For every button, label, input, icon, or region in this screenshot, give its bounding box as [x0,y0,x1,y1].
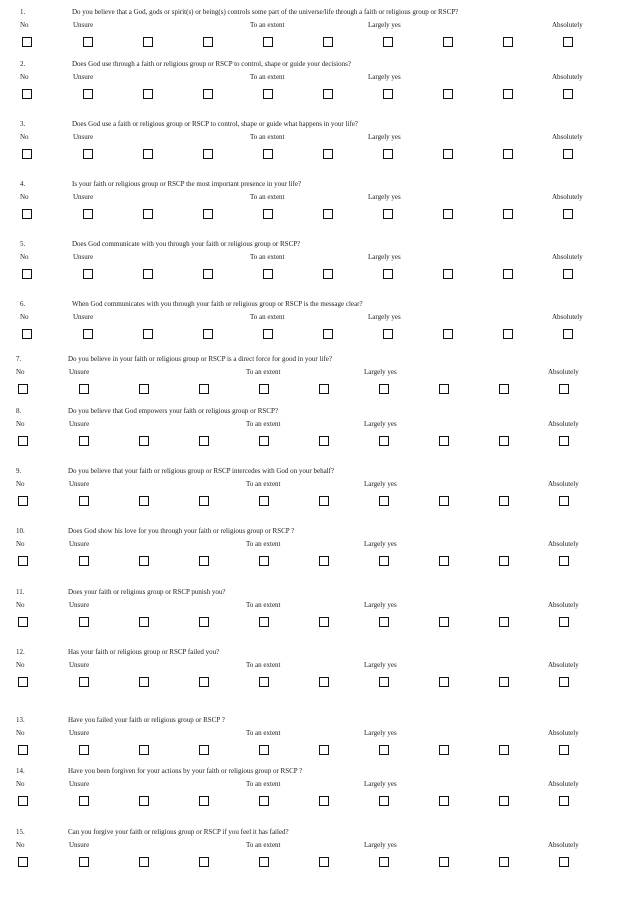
rating-checkbox[interactable] [499,436,509,446]
rating-checkbox[interactable] [563,269,573,279]
rating-checkbox[interactable] [439,496,449,506]
scale-label-largely-yes: Largely yes [364,780,397,788]
rating-checkbox[interactable] [22,269,32,279]
rating-checkbox[interactable] [323,89,333,99]
rating-checkbox[interactable] [499,857,509,867]
scale-label-largely-yes: Largely yes [368,21,401,29]
scale-label-to-an-extent: To an extent [250,313,285,321]
rating-checkbox[interactable] [203,269,213,279]
question-text: Can you forgive your faith or religious group or RSCP if you feel it has failed? [68,828,289,836]
rating-checkbox-row [0,617,629,629]
question-item [0,300,633,340]
question-text: Have you been forgiven for your actions by your faith or religious group or RSCP ? [68,767,303,775]
rating-checkbox[interactable] [259,384,269,394]
rating-checkbox[interactable] [503,89,513,99]
scale-label-no: No [16,540,25,548]
rating-checkbox[interactable] [439,617,449,627]
question-item [0,648,629,688]
rating-checkbox[interactable] [79,857,89,867]
rating-checkbox[interactable] [319,745,329,755]
scale-label-absolutely: Absolutely [548,420,579,428]
rating-checkbox[interactable] [259,436,269,446]
rating-checkbox-row [0,857,629,869]
rating-checkbox[interactable] [379,857,389,867]
rating-checkbox[interactable] [199,384,209,394]
rating-checkbox-row [0,149,633,161]
rating-checkbox[interactable] [83,89,93,99]
scale-label-no: No [16,780,25,788]
rating-checkbox[interactable] [143,89,153,99]
scale-label-largely-yes: Largely yes [364,368,397,376]
scale-label-unsure: Unsure [69,420,90,428]
question-text: Does God use a faith or religious group or RSCP to control, shape or guide what happens in your life? [72,120,358,128]
rating-checkbox[interactable] [379,556,389,566]
rating-checkbox[interactable] [143,149,153,159]
question-number: 15. [16,828,25,836]
rating-checkbox[interactable] [319,384,329,394]
scale-label-absolutely: Absolutely [552,21,583,29]
scale-label-no: No [20,21,29,29]
rating-checkbox[interactable] [199,496,209,506]
rating-checkbox[interactable] [503,269,513,279]
rating-checkbox[interactable] [139,796,149,806]
rating-checkbox[interactable] [499,556,509,566]
rating-checkbox[interactable] [383,209,393,219]
rating-checkbox[interactable] [383,329,393,339]
question-text: Does your faith or religious group or RSCP punish you? [68,588,226,596]
rating-checkbox[interactable] [383,89,393,99]
scale-label-absolutely: Absolutely [548,601,579,609]
rating-checkbox[interactable] [79,436,89,446]
scale-label-largely-yes: Largely yes [364,480,397,488]
rating-checkbox-row [0,209,633,221]
rating-checkbox[interactable] [22,329,32,339]
scale-label-no: No [16,841,25,849]
scale-label-unsure: Unsure [73,21,94,29]
rating-checkbox[interactable] [559,617,569,627]
question-item [0,120,633,160]
question-item [0,180,633,220]
rating-checkbox[interactable] [319,436,329,446]
rating-checkbox[interactable] [18,796,28,806]
scale-label-to-an-extent: To an extent [250,193,285,201]
question-text: Has your faith or religious group or RSCP failed you? [68,648,220,656]
rating-checkbox[interactable] [143,37,153,47]
rating-checkbox-row [0,677,629,689]
rating-checkbox[interactable] [563,37,573,47]
rating-checkbox[interactable] [83,149,93,159]
rating-checkbox[interactable] [199,745,209,755]
rating-checkbox-row [0,436,629,448]
question-number: 7. [16,355,22,363]
rating-checkbox[interactable] [263,269,273,279]
rating-checkbox[interactable] [139,436,149,446]
rating-checkbox[interactable] [559,857,569,867]
rating-checkbox[interactable] [319,796,329,806]
question-number: 4. [20,180,26,188]
scale-label-largely-yes: Largely yes [368,73,401,81]
question-item [0,828,629,868]
rating-checkbox[interactable] [259,556,269,566]
scale-label-to-an-extent: To an extent [250,73,285,81]
scale-label-absolutely: Absolutely [548,368,579,376]
question-number: 3. [20,120,26,128]
scale-label-largely-yes: Largely yes [364,540,397,548]
scale-label-absolutely: Absolutely [548,780,579,788]
rating-checkbox[interactable] [383,37,393,47]
scale-label-to-an-extent: To an extent [246,729,281,737]
rating-checkbox[interactable] [559,496,569,506]
question-item [0,407,629,447]
rating-checkbox[interactable] [319,556,329,566]
rating-checkbox[interactable] [143,209,153,219]
scale-label-to-an-extent: To an extent [246,601,281,609]
scale-label-largely-yes: Largely yes [368,313,401,321]
scale-label-no: No [20,313,29,321]
rating-checkbox[interactable] [443,89,453,99]
rating-checkbox-row [0,329,633,341]
question-text: Is your faith or religious group or RSCP the most important presence in your life? [72,180,302,188]
question-text: Does God show his love for you through your faith or religious group or RSCP ? [68,527,295,535]
scale-label-no: No [20,73,29,81]
rating-checkbox[interactable] [79,617,89,627]
rating-checkbox[interactable] [439,745,449,755]
rating-checkbox[interactable] [139,745,149,755]
rating-checkbox[interactable] [323,37,333,47]
rating-checkbox-row [0,745,629,757]
rating-checkbox-row [0,796,629,808]
scale-label-absolutely: Absolutely [548,661,579,669]
rating-checkbox[interactable] [563,209,573,219]
rating-checkbox[interactable] [379,796,389,806]
question-number: 8. [16,407,22,415]
scale-label-absolutely: Absolutely [552,133,583,141]
scale-label-unsure: Unsure [69,661,90,669]
question-number: 2. [20,60,26,68]
scale-label-largely-yes: Largely yes [368,133,401,141]
rating-checkbox[interactable] [379,617,389,627]
rating-checkbox[interactable] [563,329,573,339]
scale-label-to-an-extent: To an extent [246,368,281,376]
scale-label-largely-yes: Largely yes [364,841,397,849]
rating-checkbox[interactable] [323,209,333,219]
scale-label-no: No [16,368,25,376]
question-item [0,467,629,507]
rating-checkbox[interactable] [18,677,28,687]
rating-checkbox[interactable] [439,677,449,687]
scale-label-absolutely: Absolutely [552,313,583,321]
question-text: Do you believe in your faith or religious group or RSCP is a direct force for good in your life? [68,355,332,363]
question-item [0,588,629,628]
question-text: Do you believe that your faith or religious group or RSCP intercedes with God on your behalf? [68,467,335,475]
scale-label-absolutely: Absolutely [552,253,583,261]
rating-checkbox[interactable] [323,269,333,279]
rating-checkbox[interactable] [199,857,209,867]
rating-checkbox[interactable] [79,796,89,806]
rating-checkbox[interactable] [18,617,28,627]
rating-checkbox[interactable] [79,677,89,687]
scale-label-largely-yes: Largely yes [364,601,397,609]
rating-checkbox[interactable] [259,796,269,806]
rating-checkbox[interactable] [18,436,28,446]
rating-checkbox[interactable] [263,329,273,339]
question-number: 10. [16,527,25,535]
rating-checkbox[interactable] [443,209,453,219]
rating-checkbox[interactable] [499,496,509,506]
rating-checkbox[interactable] [139,556,149,566]
scale-label-unsure: Unsure [69,540,90,548]
question-item [0,716,629,756]
rating-checkbox[interactable] [139,677,149,687]
question-number: 12. [16,648,25,656]
rating-checkbox[interactable] [443,329,453,339]
rating-checkbox[interactable] [139,384,149,394]
scale-label-to-an-extent: To an extent [250,133,285,141]
rating-checkbox[interactable] [18,384,28,394]
rating-checkbox[interactable] [503,329,513,339]
scale-label-no: No [16,601,25,609]
rating-checkbox[interactable] [203,329,213,339]
rating-checkbox[interactable] [263,209,273,219]
rating-checkbox-row [0,496,629,508]
rating-checkbox-row [0,89,633,101]
question-text: Does God communicate with you through your faith or religious group or RSCP? [72,240,301,248]
question-number: 1. [20,8,26,16]
question-item [0,8,633,48]
scale-label-to-an-extent: To an extent [246,661,281,669]
question-text: Do you believe that God empowers your faith or religious group or RSCP? [68,407,278,415]
scale-label-unsure: Unsure [69,601,90,609]
scale-label-unsure: Unsure [69,780,90,788]
rating-checkbox[interactable] [259,857,269,867]
scale-label-absolutely: Absolutely [548,729,579,737]
rating-checkbox[interactable] [18,857,28,867]
scale-label-largely-yes: Largely yes [368,253,401,261]
question-item [0,527,629,567]
rating-checkbox[interactable] [559,436,569,446]
rating-checkbox[interactable] [503,149,513,159]
scale-label-absolutely: Absolutely [552,73,583,81]
scale-label-unsure: Unsure [73,253,94,261]
rating-checkbox[interactable] [22,37,32,47]
scale-label-largely-yes: Largely yes [364,420,397,428]
scale-label-to-an-extent: To an extent [246,780,281,788]
scale-label-to-an-extent: To an extent [246,841,281,849]
rating-checkbox[interactable] [263,89,273,99]
scale-label-unsure: Unsure [69,841,90,849]
scale-label-unsure: Unsure [73,133,94,141]
rating-checkbox[interactable] [83,329,93,339]
rating-checkbox[interactable] [83,37,93,47]
question-number: 13. [16,716,25,724]
rating-checkbox[interactable] [263,37,273,47]
scale-label-largely-yes: Largely yes [368,193,401,201]
scale-label-largely-yes: Largely yes [364,661,397,669]
scale-label-absolutely: Absolutely [548,841,579,849]
rating-checkbox[interactable] [439,556,449,566]
rating-checkbox[interactable] [439,384,449,394]
rating-checkbox[interactable] [203,209,213,219]
scale-label-unsure: Unsure [69,480,90,488]
rating-checkbox[interactable] [199,796,209,806]
scale-label-unsure: Unsure [73,73,94,81]
scale-label-no: No [16,420,25,428]
rating-checkbox[interactable] [199,556,209,566]
rating-checkbox[interactable] [563,89,573,99]
scale-label-to-an-extent: To an extent [250,21,285,29]
rating-checkbox[interactable] [199,436,209,446]
rating-checkbox[interactable] [559,384,569,394]
rating-checkbox[interactable] [499,796,509,806]
rating-checkbox[interactable] [503,37,513,47]
scale-label-no: No [16,480,25,488]
rating-checkbox[interactable] [559,745,569,755]
rating-checkbox[interactable] [563,149,573,159]
question-number: 11. [16,588,25,596]
rating-checkbox[interactable] [443,269,453,279]
rating-checkbox[interactable] [22,149,32,159]
rating-checkbox[interactable] [18,745,28,755]
rating-checkbox[interactable] [443,149,453,159]
scale-label-no: No [16,661,25,669]
question-item [0,240,633,280]
scale-label-to-an-extent: To an extent [250,253,285,261]
rating-checkbox[interactable] [263,149,273,159]
scale-label-no: No [20,193,29,201]
rating-checkbox[interactable] [379,496,389,506]
scale-label-no: No [20,253,29,261]
rating-checkbox-row [0,556,629,568]
rating-checkbox[interactable] [443,37,453,47]
question-number: 14. [16,767,25,775]
scale-label-unsure: Unsure [73,193,94,201]
question-number: 9. [16,467,22,475]
rating-checkbox[interactable] [319,496,329,506]
scale-label-absolutely: Absolutely [548,480,579,488]
rating-checkbox[interactable] [139,496,149,506]
rating-checkbox[interactable] [139,617,149,627]
rating-checkbox[interactable] [259,745,269,755]
question-text: Have you failed your faith or religious group or RSCP ? [68,716,225,724]
rating-checkbox[interactable] [79,556,89,566]
rating-checkbox[interactable] [559,677,569,687]
rating-checkbox[interactable] [379,677,389,687]
rating-checkbox[interactable] [18,496,28,506]
question-text: When God communicates with you through your faith or religious group or RSCP is the message clear? [72,300,363,308]
rating-checkbox[interactable] [18,556,28,566]
rating-checkbox[interactable] [503,209,513,219]
rating-checkbox[interactable] [259,677,269,687]
scale-label-absolutely: Absolutely [548,540,579,548]
scale-label-unsure: Unsure [69,368,90,376]
rating-checkbox[interactable] [383,149,393,159]
rating-checkbox[interactable] [22,89,32,99]
rating-checkbox[interactable] [259,496,269,506]
scale-label-to-an-extent: To an extent [246,540,281,548]
rating-checkbox[interactable] [499,384,509,394]
rating-checkbox[interactable] [83,269,93,279]
rating-checkbox[interactable] [203,37,213,47]
rating-checkbox[interactable] [203,149,213,159]
scale-label-no: No [20,133,29,141]
rating-checkbox-row [0,384,629,396]
rating-checkbox[interactable] [379,436,389,446]
rating-checkbox[interactable] [499,617,509,627]
rating-checkbox-row [0,37,633,49]
question-item [0,60,633,100]
rating-checkbox[interactable] [143,329,153,339]
rating-checkbox[interactable] [139,857,149,867]
question-text: Do you believe that a God, gods or spirit(s) or being(s) controls some part of the universe/life through a faith or religious group or RSCP? [72,8,459,16]
rating-checkbox[interactable] [79,384,89,394]
scale-label-unsure: Unsure [69,729,90,737]
rating-checkbox[interactable] [199,677,209,687]
rating-checkbox[interactable] [379,745,389,755]
rating-checkbox[interactable] [323,149,333,159]
rating-checkbox[interactable] [319,617,329,627]
rating-checkbox[interactable] [379,384,389,394]
scale-label-largely-yes: Largely yes [364,729,397,737]
rating-checkbox[interactable] [319,857,329,867]
rating-checkbox[interactable] [199,617,209,627]
scale-label-to-an-extent: To an extent [246,480,281,488]
rating-checkbox[interactable] [79,745,89,755]
rating-checkbox-row [0,269,633,281]
scale-label-to-an-extent: To an extent [246,420,281,428]
question-number: 6. [20,300,26,308]
scale-label-absolutely: Absolutely [552,193,583,201]
rating-checkbox[interactable] [143,269,153,279]
question-item [0,355,629,395]
rating-checkbox[interactable] [439,857,449,867]
rating-checkbox[interactable] [22,209,32,219]
question-text: Does God use through a faith or religious group or RSCP to control, shape or guide your decisions? [72,60,351,68]
rating-checkbox[interactable] [499,745,509,755]
rating-checkbox[interactable] [323,329,333,339]
rating-checkbox[interactable] [383,269,393,279]
rating-checkbox[interactable] [499,677,509,687]
rating-checkbox[interactable] [259,617,269,627]
rating-checkbox[interactable] [83,209,93,219]
scale-label-unsure: Unsure [73,313,94,321]
rating-checkbox[interactable] [559,796,569,806]
scale-label-no: No [16,729,25,737]
question-number: 5. [20,240,26,248]
rating-checkbox[interactable] [439,796,449,806]
rating-checkbox[interactable] [79,496,89,506]
rating-checkbox[interactable] [439,436,449,446]
rating-checkbox[interactable] [319,677,329,687]
rating-checkbox[interactable] [559,556,569,566]
rating-checkbox[interactable] [203,89,213,99]
question-item [0,767,629,807]
